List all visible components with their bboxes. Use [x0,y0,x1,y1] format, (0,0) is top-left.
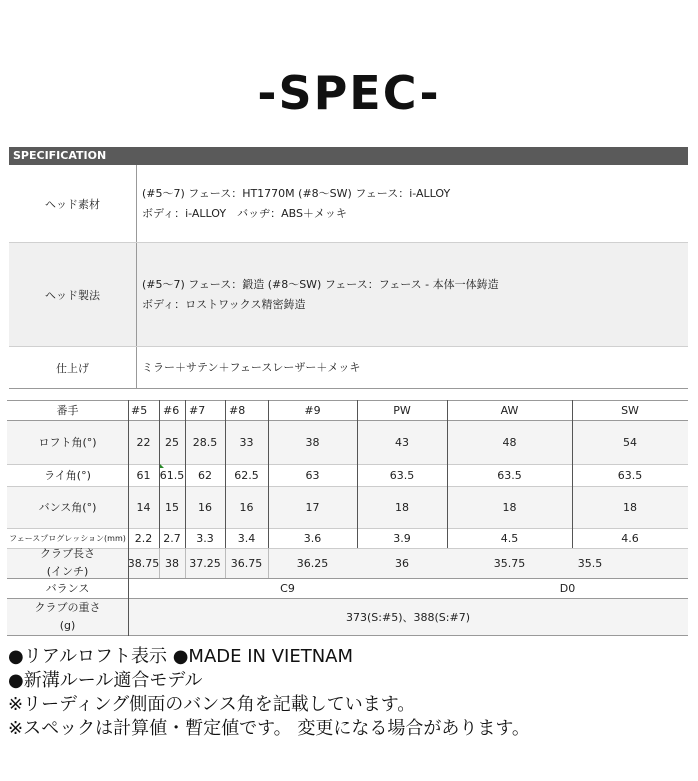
table-cell: 28.5 [192,435,218,449]
row-label-bounce: バンス角(°) [38,501,97,514]
spec-value [137,347,688,388]
table-cell: 16 [198,500,212,514]
page-title: -SPEC- [257,66,441,120]
note-line: ●新溝ルール適合モデル [8,670,203,691]
club-header-aw: AW [500,403,519,417]
club-header-6: #6 [163,403,180,417]
spec-value [137,243,688,346]
table-cell: 2.7 [163,531,181,545]
club-spec-table [7,400,688,636]
club-header-label: 番手 [56,404,79,417]
row-label-club-weight [7,598,128,636]
row-label-line: (インチ) [46,565,89,578]
table-cell: 18 [623,500,637,514]
table-cell: 22 [136,435,151,449]
row-label-balance: バランス [45,582,90,595]
row-label-club-length [7,548,128,578]
table-cell: 4.5 [500,531,519,545]
note-line: ●リアルロフト表示 ●MADE IN VIETNAM [8,646,354,667]
spec-value-line: (#5〜7) フェース：HT1770M (#8〜SW) フェース：i-ALLOY [142,186,451,200]
table-cell: 3.4 [237,531,256,545]
table-cell: 61.5 [159,468,185,482]
spec-label: 仕上げ [9,347,137,388]
table-cell: 61 [136,468,151,482]
table-cell: 373(S:#5)、388(S:#7) [346,611,470,624]
table-cell: 63.5 [617,468,643,482]
spec-value-line: ボディ：i-ALLOY バッヂ：ABS＋メッキ [142,206,347,220]
spec-row-head-material [9,165,688,243]
row-label-line: クラブ長さ [40,547,95,560]
table-cell: 4.6 [621,531,639,545]
table-cell: 15 [165,500,179,514]
table-cell: 38.75 [127,556,160,570]
table-cell: 17 [305,500,320,514]
table-cell: 63.5 [389,468,415,482]
table-cell: 14 [136,500,151,514]
table-cell: 37.25 [189,556,221,570]
table-cell: 18 [395,500,409,514]
note-line: ※スペックは計算値・暫定値です。 変更になる場合があります。 [8,718,530,739]
table-cell: 3.9 [393,531,411,545]
table-cell: 25 [165,435,179,449]
row-label-line: (g) [59,619,76,632]
spec-row-head-process [9,243,688,347]
spec-value [137,165,688,242]
table-cell: 35.5 [577,556,603,570]
table-cell: D0 [559,581,576,595]
table-cell: 18 [502,500,517,514]
row-label-lie: ライ角(°) [44,469,91,482]
table-cell: 3.6 [303,531,322,545]
club-header-9: #9 [304,403,321,417]
table-cell: 63 [305,468,320,482]
table-cell: 38 [305,435,320,449]
table-cell: 54 [623,435,637,449]
spec-row-finish [9,347,688,389]
note-line: ※リーディング側面のバンス角を記載しています。 [8,694,416,715]
spec-label: ヘッド製法 [9,243,137,346]
specification-table [9,165,688,389]
table-cell: 48 [502,435,517,449]
table-cell: 62.5 [234,468,259,482]
row-label-loft: ロフト角(°) [38,436,97,449]
notes [8,645,530,741]
table-cell: 2.2 [134,531,153,545]
specification-header: SPECIFICATION [9,147,688,165]
table-cell: 35.75 [493,556,526,570]
club-header-pw: PW [393,403,411,417]
table-cell: 3.3 [196,531,214,545]
club-header-sw: SW [621,403,639,417]
table-cell: 36.75 [230,556,263,570]
row-label-face-progression: フェースプログレッション(mm) [9,533,126,543]
spec-value-line: ボディ：ロストワックス精密鋳造 [142,297,306,311]
table-cell: 38 [165,556,179,570]
spec-value-line: ミラー＋サテン＋フェースレーザー＋メッキ [142,360,361,374]
club-header-8: #8 [229,403,246,417]
spec-value-line: (#5〜7) フェース：鍛造 (#8〜SW) フェース：フェース - 本体一体鋳造 [142,277,499,291]
table-cell: 43 [395,435,409,449]
table-cell: 33 [239,435,254,449]
club-header-5: #5 [131,403,148,417]
table-cell: 62 [198,468,212,482]
club-header-7: #7 [189,403,206,417]
spec-label: ヘッド素材 [9,165,137,242]
table-cell: 36.25 [296,556,329,570]
table-cell: 36 [395,556,409,570]
table-cell: 63.5 [497,468,522,482]
row-label-line: クラブの重さ [34,601,101,614]
marker-icon [160,464,164,468]
table-cell: C9 [280,581,295,595]
table-cell: 16 [239,500,254,514]
